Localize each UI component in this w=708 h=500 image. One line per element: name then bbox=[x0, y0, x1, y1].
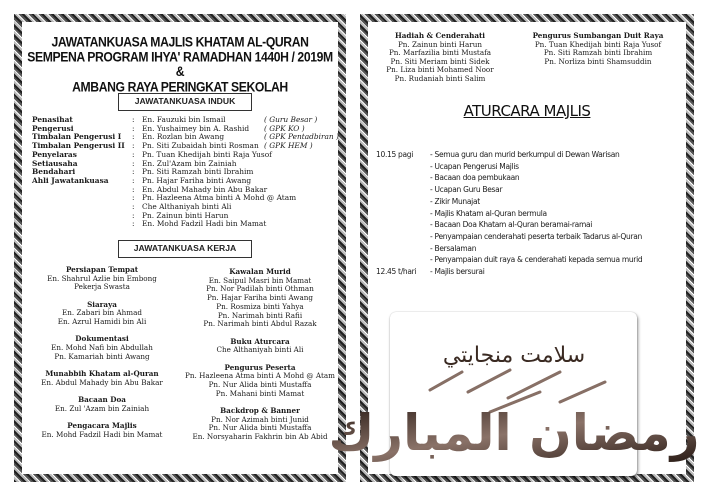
member-name: Pn. Nor Azimah binti Junid bbox=[211, 414, 309, 424]
schedule-time bbox=[376, 172, 430, 184]
member-name: En. Zabari bin Ahmad bbox=[62, 308, 142, 318]
induk-row bbox=[32, 220, 339, 229]
group-title: Pengacara Majlis bbox=[67, 421, 137, 431]
schedule-item: - Ucapan Guru Besar bbox=[430, 185, 503, 195]
member-name: En. Shahrul Azlie bin Embong bbox=[47, 273, 157, 283]
group-title: Pengurus Peserta bbox=[224, 362, 296, 372]
group-members bbox=[374, 41, 506, 84]
member-name: En. Yushaimey bin A. Rashid bbox=[142, 123, 250, 133]
member-name: Pn. Tuan Khedijah binti Raja Yusof bbox=[142, 149, 272, 159]
schedule-row bbox=[376, 266, 642, 278]
committee-group bbox=[22, 370, 182, 387]
member-name: Pn. Zainun binti Harun bbox=[397, 39, 483, 49]
schedule-row bbox=[376, 149, 642, 161]
schedule-row bbox=[376, 184, 642, 196]
left-page-panel bbox=[14, 14, 346, 482]
schedule-list bbox=[376, 149, 642, 278]
role-label bbox=[32, 194, 132, 203]
colon: : bbox=[132, 149, 135, 159]
induk-heading: JAWATANKUASA INDUK bbox=[118, 93, 252, 111]
group-title: Hadiah & Cenderahati bbox=[394, 31, 486, 40]
committee-group bbox=[22, 301, 182, 327]
committee-group bbox=[22, 422, 182, 439]
calligraphy-art bbox=[328, 312, 700, 476]
colon: : bbox=[132, 123, 135, 133]
schedule-row bbox=[376, 243, 642, 255]
member-name: En. Norsyaharin Fakhrin bin Ab Abid bbox=[192, 432, 328, 442]
member-name: En. Mohd Nafi bin Abdullah bbox=[51, 343, 153, 353]
colon: : bbox=[132, 115, 135, 124]
member-name: En. Azrul Hamidi bin Ali bbox=[57, 317, 147, 327]
member-name: En. Zul'Azam bin Zainiah bbox=[142, 158, 237, 168]
calligraphy-top-text: سلامت منجايتي bbox=[442, 343, 586, 368]
member-name: Pn. Mahani binti Mamat bbox=[215, 388, 305, 398]
committee-group bbox=[22, 266, 182, 292]
member-name: En. Mohd Fadzil Hadi bin Mamat bbox=[41, 429, 163, 439]
group-title: Dokumentasi bbox=[75, 334, 129, 344]
schedule-row bbox=[376, 196, 642, 208]
member-name: Pn. Narimah binti Rafii bbox=[217, 310, 303, 320]
aturcara-title: ATURCARA MAJLIS bbox=[463, 102, 591, 120]
member-name: Pn. Hazleena Atma binti A Mohd @ Atam bbox=[142, 193, 297, 203]
member-name: Pn. Liza binti Mohamed Noor bbox=[386, 65, 494, 75]
committee-group bbox=[22, 396, 182, 413]
member-name: En. Abdul Mahady bin Abu Bakar bbox=[142, 184, 268, 194]
colon: : bbox=[132, 210, 135, 220]
schedule-time bbox=[376, 231, 430, 243]
right-page-panel bbox=[328, 14, 700, 482]
calligraphy-main-text: رمضان المبارك bbox=[328, 404, 700, 462]
member-name: En. Zul 'Azam bin Zainiah bbox=[54, 403, 150, 413]
group-title: Bacaan Doa bbox=[78, 395, 126, 405]
schedule-item: - Penyampaian cenderahati peserta terbaik Tadarus al-Quran bbox=[430, 231, 643, 241]
role-label: Timbalan Pengerusi I bbox=[32, 132, 122, 142]
schedule-row bbox=[376, 231, 642, 243]
member-name: Pn. Marfazilia binti Mustafa bbox=[388, 48, 492, 58]
kerja-left-column bbox=[22, 266, 182, 448]
member-name: Pn. Narimah binti Abdul Razak bbox=[203, 319, 317, 329]
member-name: Pn. Hazleena Atma binti A Mohd @ Atam bbox=[185, 371, 335, 381]
group-title: Munabbih Khatam al-Quran bbox=[45, 369, 159, 379]
member-name: En. Saipul Masri bin Mamat bbox=[208, 275, 312, 285]
colon: : bbox=[132, 132, 135, 142]
colon: : bbox=[132, 158, 135, 168]
role-label: Timbalan Pengerusi II bbox=[32, 141, 125, 151]
group-title: Pengurus Sumbangan Duit Raya bbox=[532, 31, 664, 40]
schedule-item: - Bersalaman bbox=[430, 243, 477, 253]
schedule-item: - Penyampaian duit raya & cenderahati kepada semua murid bbox=[430, 255, 643, 265]
colon: : bbox=[132, 184, 135, 194]
schedule-row bbox=[376, 172, 642, 184]
position-label: ( GPK HEM ) bbox=[264, 141, 313, 151]
member-name: En. Fauzuki bin Ismail bbox=[142, 115, 226, 124]
member-name: Pn. Kamariah binti Awang bbox=[54, 351, 150, 361]
group-title: Backdrop & Banner bbox=[220, 405, 300, 415]
schedule-time: 10.15 pagi bbox=[376, 150, 414, 159]
schedule-time bbox=[376, 243, 430, 255]
position-label: ( Guru Besar ) bbox=[264, 115, 318, 124]
member-name: En. Rozlan bin Awang bbox=[142, 132, 225, 142]
schedule-row bbox=[376, 219, 642, 231]
role-label: Penasihat bbox=[32, 115, 73, 124]
group-title: Siaraya bbox=[87, 299, 117, 309]
colon: : bbox=[132, 219, 135, 229]
member-name: Pn. Hajar Fariha binti Awang bbox=[206, 293, 314, 303]
colon: : bbox=[132, 167, 135, 177]
schedule-item: - Zikir Munajat bbox=[430, 196, 480, 206]
member-name: Pn. Rudaniah binti Salim bbox=[394, 73, 486, 83]
title-line: JAWATANKUASA MAJLIS KHATAM AL-QURAN bbox=[51, 34, 309, 50]
schedule-time bbox=[376, 184, 430, 196]
member-name: Pn. Nur Alida binti Mustaffa bbox=[208, 423, 312, 433]
schedule-item: - Ucapan Pengerusi Majlis bbox=[430, 161, 519, 171]
hadiah-group bbox=[374, 32, 506, 84]
group-title: Kawalan Murid bbox=[229, 267, 291, 276]
schedule-row bbox=[376, 208, 642, 220]
member-name: Pn. Nur Alida binti Mustaffa bbox=[208, 379, 312, 389]
member-name: Pn. Zainun binti Harun bbox=[142, 210, 229, 220]
colon: : bbox=[132, 202, 135, 212]
sumbangan-group bbox=[528, 32, 668, 66]
schedule-time bbox=[376, 196, 430, 208]
schedule-item: - Semua guru dan murid berkumpul di Dewan Warisan bbox=[430, 150, 620, 159]
document-title bbox=[22, 35, 338, 94]
schedule-item: - Majlis bersurai bbox=[430, 267, 485, 277]
member-name: Pn. Siti Meriam binti Sidek bbox=[390, 56, 490, 66]
schedule-item: - Bacaan doa pembukaan bbox=[430, 173, 520, 183]
position-label: ( GPK KO ) bbox=[264, 123, 305, 133]
role-label bbox=[32, 203, 132, 212]
role-label: Pengerusi bbox=[32, 123, 74, 133]
induk-committee-table bbox=[32, 116, 339, 229]
committee-group bbox=[180, 268, 340, 329]
schedule-item: - Bacaan Doa Khatam al-Quran beramai-ramai bbox=[430, 220, 593, 230]
committee-group bbox=[180, 338, 340, 355]
schedule-row bbox=[376, 161, 642, 173]
colon: : bbox=[132, 193, 135, 203]
committee-group bbox=[22, 335, 182, 361]
committee-group bbox=[180, 407, 340, 442]
group-title: Buku Aturcara bbox=[230, 336, 290, 346]
role-label bbox=[32, 212, 132, 221]
member-name: En. Mohd Fadzil Hadi bin Mamat bbox=[142, 219, 267, 229]
member-name: Pekerja Swasta bbox=[74, 282, 130, 292]
schedule-time bbox=[376, 208, 430, 220]
role-label: Setiausaha bbox=[32, 158, 78, 168]
member-name: Pn. Siti Zubaidah binti Rosman bbox=[142, 141, 259, 151]
member-name: Pn. Norliza binti Shamsuddin bbox=[544, 56, 652, 66]
kerja-right-column bbox=[180, 268, 340, 450]
colon: : bbox=[132, 175, 135, 185]
title-line: SEMPENA PROGRAM IHYA' RAMADHAN 1440H / 2019M & bbox=[27, 49, 333, 80]
position-label: ( GPK Pentadbiran ) bbox=[264, 132, 339, 142]
title-line: AMBANG RAYA PERINGKAT SEKOLAH bbox=[72, 78, 288, 95]
schedule-row bbox=[376, 254, 642, 266]
role-label bbox=[32, 220, 132, 229]
group-members bbox=[528, 41, 668, 67]
member-name: En. Abdul Mahady bin Abu Bakar bbox=[41, 377, 163, 387]
schedule-time bbox=[376, 254, 430, 266]
member-name: Pn. Rosmiza binti Yahya bbox=[216, 301, 304, 311]
member-name: Pn. Siti Ramzah binti Ibrahim bbox=[142, 167, 254, 177]
kerja-heading: JAWATANKUASA KERJA bbox=[118, 240, 252, 258]
committee-group bbox=[180, 364, 340, 399]
role-label bbox=[32, 186, 132, 195]
ramadan-calligraphy-image bbox=[328, 312, 700, 476]
member-name: Pn. Siti Ramzah binti Ibrahim bbox=[543, 48, 653, 58]
role-label: Penyelaras bbox=[32, 149, 77, 159]
schedule-item: - Majlis Khatam al-Quran bermula bbox=[430, 208, 547, 218]
role-label: Bendahari bbox=[32, 167, 76, 177]
member-name: Che Althaniyah binti Ali bbox=[142, 202, 232, 212]
member-name: Pn. Tuan Khedijah binti Raja Yusof bbox=[534, 39, 662, 49]
member-name: Pn. Hajar Fariha binti Awang bbox=[142, 175, 252, 185]
member-name: Che Althaniyah binti Ali bbox=[216, 345, 304, 355]
schedule-time: 12.45 t/hari bbox=[376, 267, 417, 277]
schedule-time bbox=[376, 161, 430, 173]
role-label: Ahli Jawatankuasa bbox=[32, 175, 109, 185]
member-name: Pn. Nor Padilah binti Othman bbox=[206, 284, 314, 294]
colon: : bbox=[132, 141, 135, 151]
schedule-time bbox=[376, 219, 430, 231]
group-title: Persiapan Tempat bbox=[65, 265, 139, 274]
